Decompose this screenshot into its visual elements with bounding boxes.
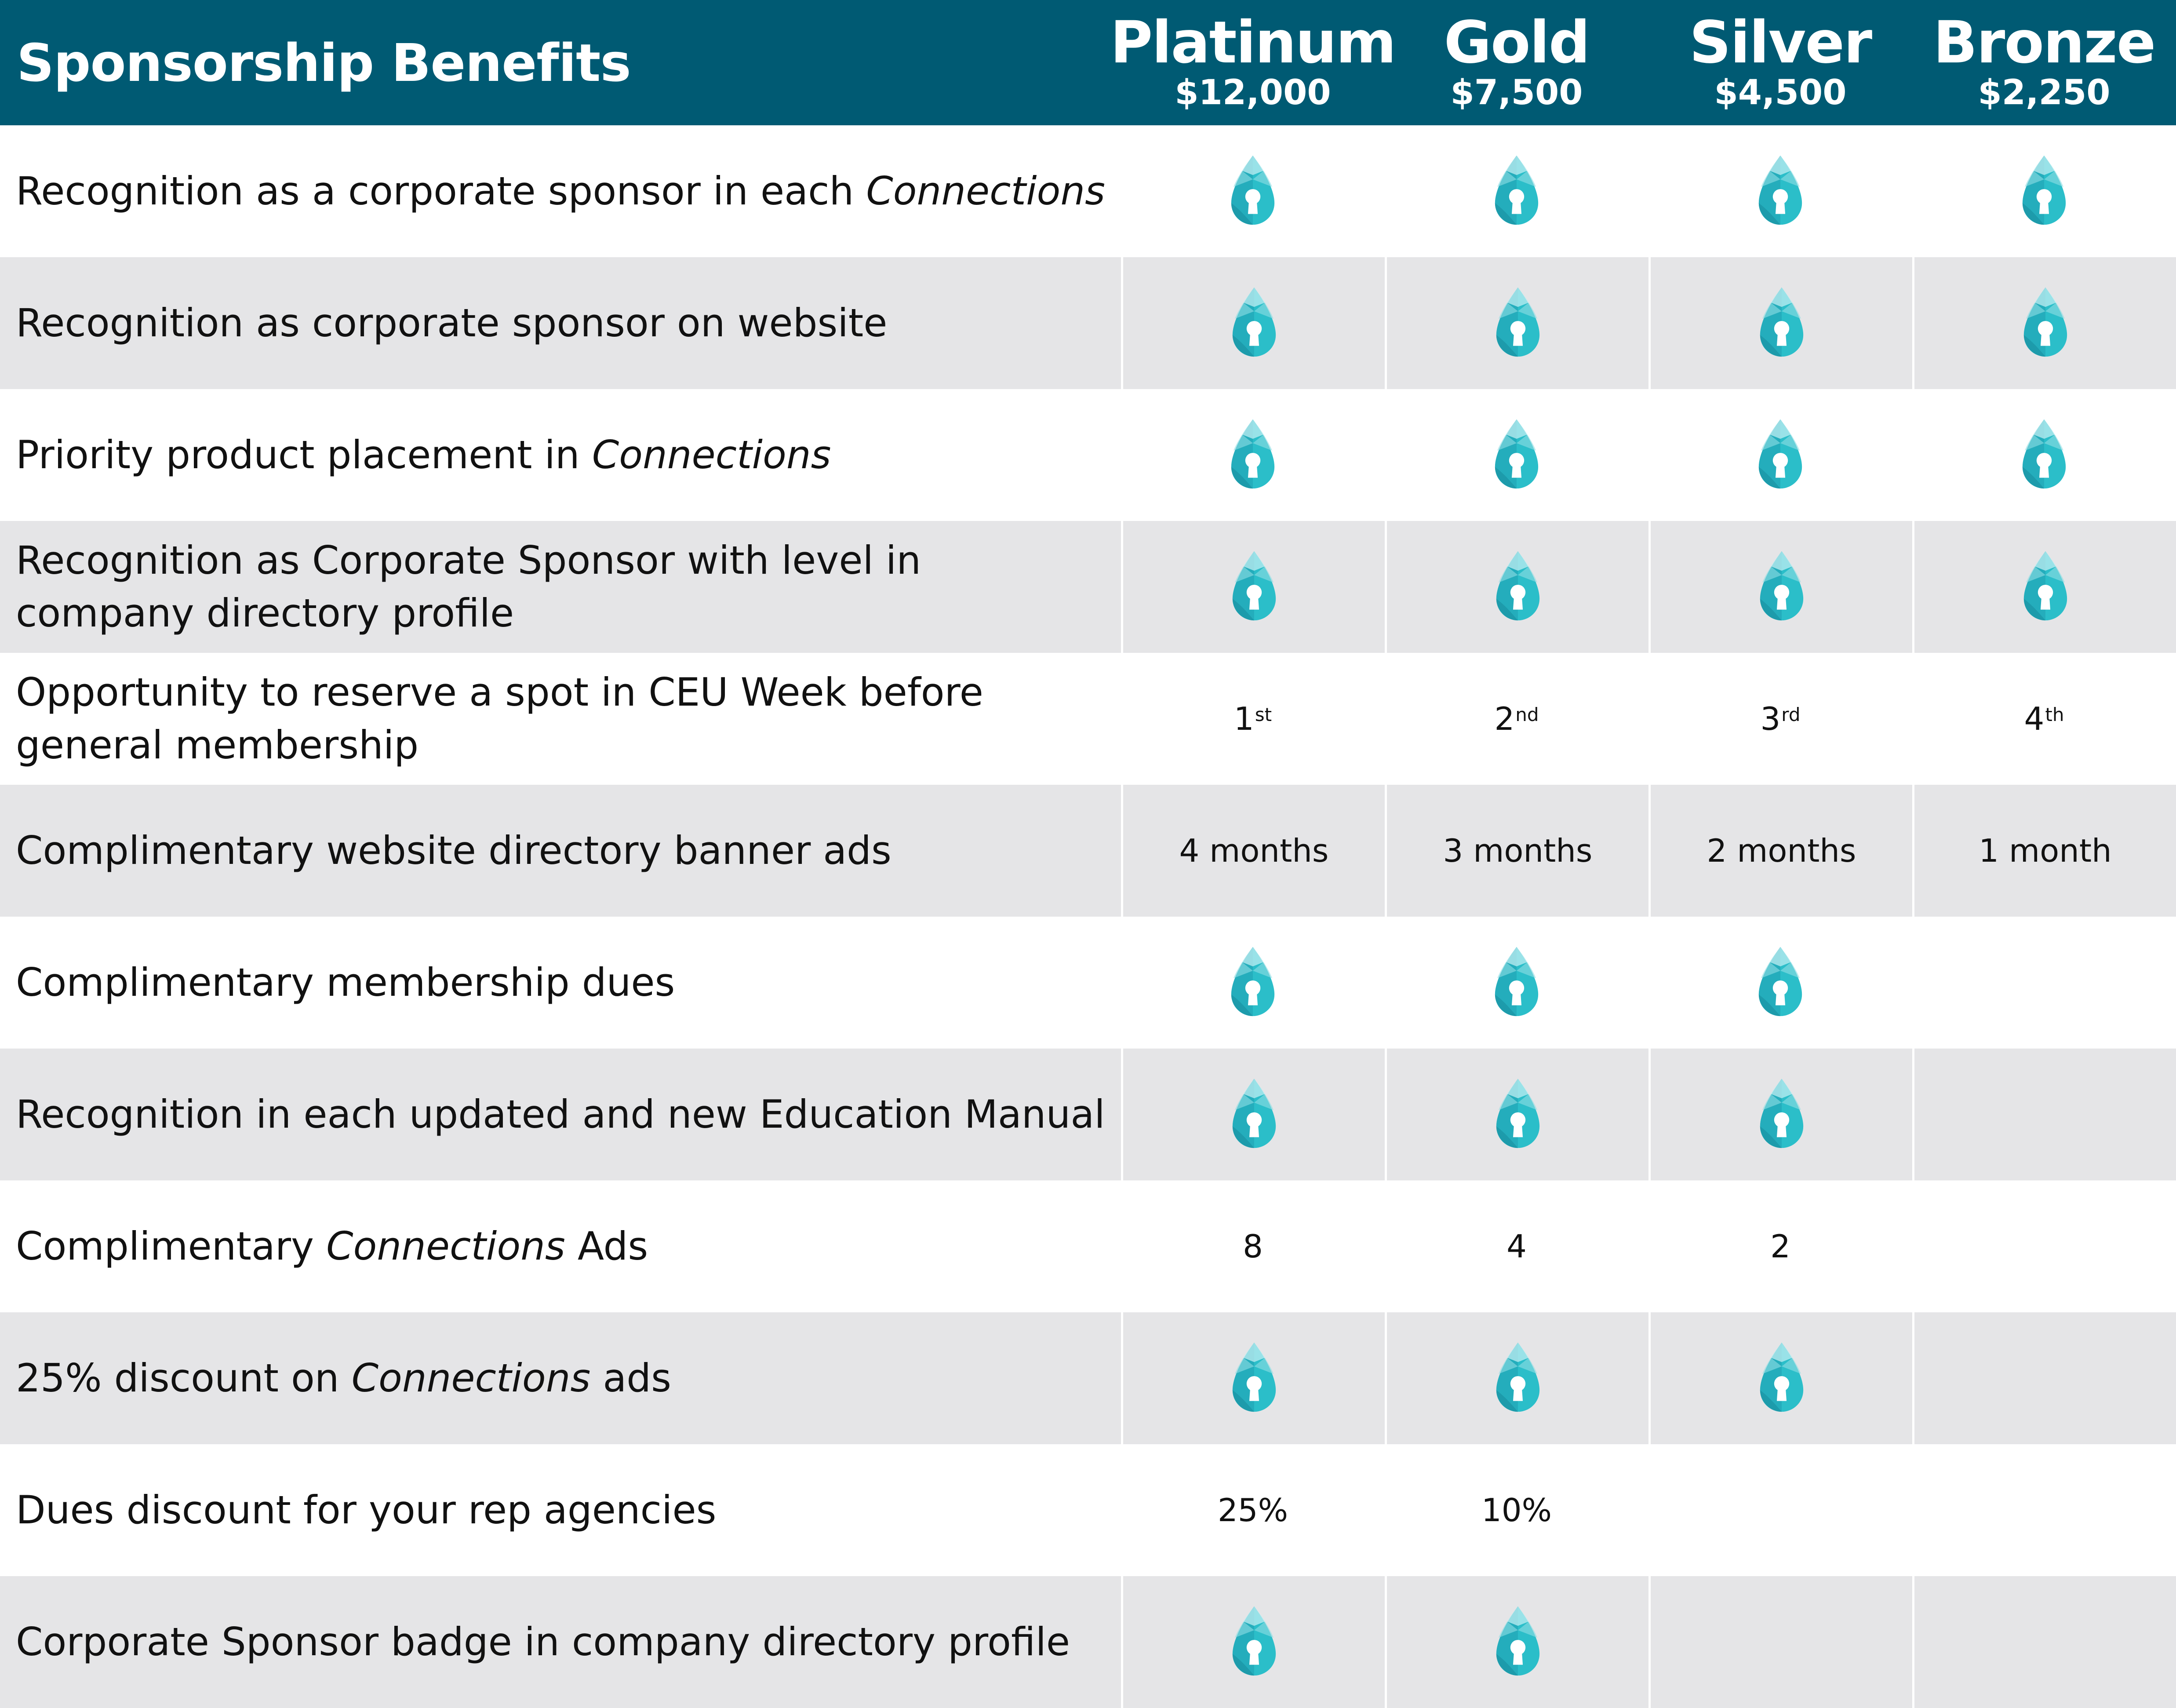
tier-header-platinum bbox=[1110, 0, 1396, 125]
value-text: 25% bbox=[1217, 1492, 1288, 1529]
tier-value-platinum bbox=[1121, 125, 1385, 257]
water-drop-keyhole-icon bbox=[1754, 549, 1809, 625]
table-row bbox=[0, 521, 2176, 653]
table-row bbox=[0, 1312, 2176, 1444]
tier-header-silver bbox=[1648, 0, 1912, 125]
benefit-label: Recognition as corporate sponsor on website bbox=[16, 300, 888, 346]
benefit-cell bbox=[0, 1576, 1121, 1708]
value-text: 4 bbox=[2024, 700, 2045, 737]
tier-value-platinum bbox=[1121, 257, 1385, 389]
tier-price: $7,500 bbox=[1450, 73, 1583, 113]
tier-value-gold bbox=[1385, 1312, 1648, 1444]
ordinal-suffix: st bbox=[1255, 703, 1272, 725]
tier-value-silver bbox=[1648, 257, 1912, 389]
benefit-label: Opportunity to reserve a spot in CEU Week before general membership bbox=[16, 670, 983, 768]
tier-header-bronze bbox=[1912, 0, 2176, 125]
tier-value-bronze bbox=[1912, 125, 2176, 257]
tier-value-platinum bbox=[1121, 1049, 1385, 1180]
benefit-cell bbox=[0, 1312, 1121, 1444]
value-text: 3 bbox=[1760, 700, 1781, 737]
tier-value-silver bbox=[1648, 1049, 1912, 1180]
tier-value-gold bbox=[1385, 1049, 1648, 1180]
value-text: 1 bbox=[1234, 700, 1254, 737]
tier-value-silver bbox=[1648, 1312, 1912, 1444]
water-drop-keyhole-icon bbox=[1753, 945, 1808, 1020]
benefit-label: Priority product placement in Connections bbox=[16, 432, 831, 478]
benefit-cell bbox=[0, 1444, 1121, 1576]
tier-value-platinum bbox=[1121, 917, 1385, 1049]
value-text: 10% bbox=[1481, 1492, 1552, 1529]
benefit-cell bbox=[0, 653, 1121, 785]
tier-value-platinum bbox=[1121, 653, 1385, 785]
tier-value-silver bbox=[1648, 389, 1912, 521]
value-text: 1 month bbox=[1979, 832, 2112, 869]
table-row bbox=[0, 1180, 2176, 1312]
tier-value-platinum bbox=[1121, 785, 1385, 917]
table-row bbox=[0, 1444, 2176, 1576]
water-drop-keyhole-icon bbox=[1491, 549, 1545, 625]
benefit-cell bbox=[0, 125, 1121, 257]
water-drop-keyhole-icon bbox=[2018, 285, 2073, 361]
table-row bbox=[0, 653, 2176, 785]
water-drop-keyhole-icon bbox=[1226, 945, 1280, 1020]
tier-value-gold bbox=[1385, 917, 1648, 1049]
tier-value-bronze bbox=[1912, 917, 2176, 1049]
tier-price: $2,250 bbox=[1978, 73, 2111, 113]
ordinal-suffix: th bbox=[2045, 703, 2064, 725]
value-text: 3 months bbox=[1443, 832, 1593, 869]
tier-value-bronze bbox=[1912, 257, 2176, 389]
tier-header-gold bbox=[1385, 0, 1648, 125]
water-drop-keyhole-icon bbox=[1227, 1077, 1281, 1152]
tier-value-gold bbox=[1385, 257, 1648, 389]
benefit-cell bbox=[0, 521, 1121, 653]
table-row bbox=[0, 1576, 2176, 1708]
tier-value-silver bbox=[1648, 1576, 1912, 1708]
tier-price: $12,000 bbox=[1175, 73, 1331, 113]
publication-title: Connections bbox=[351, 1355, 591, 1401]
tier-value-gold bbox=[1385, 1576, 1648, 1708]
publication-title: Connections bbox=[866, 168, 1105, 214]
water-drop-keyhole-icon bbox=[1227, 1340, 1281, 1416]
tier-value-platinum bbox=[1121, 521, 1385, 653]
benefit-label: Complimentary membership dues bbox=[16, 960, 675, 1005]
tier-value-bronze bbox=[1912, 1576, 2176, 1708]
table-row bbox=[0, 917, 2176, 1049]
ordinal-suffix: rd bbox=[1781, 703, 1801, 725]
benefit-label: Corporate Sponsor badge in company directory profile bbox=[16, 1619, 1070, 1665]
water-drop-keyhole-icon bbox=[1227, 285, 1281, 361]
tier-value-bronze bbox=[1912, 1444, 2176, 1576]
table-header bbox=[0, 0, 2176, 125]
water-drop-keyhole-icon bbox=[1754, 1077, 1809, 1152]
tier-name: Silver bbox=[1689, 9, 1872, 77]
table-row bbox=[0, 785, 2176, 917]
tier-value-silver bbox=[1648, 785, 1912, 917]
table-row bbox=[0, 125, 2176, 257]
tier-value-bronze bbox=[1912, 1180, 2176, 1312]
tier-value-platinum bbox=[1121, 389, 1385, 521]
tier-value-platinum bbox=[1121, 1444, 1385, 1576]
tier-value-bronze bbox=[1912, 1312, 2176, 1444]
value-text: 2 months bbox=[1707, 832, 1856, 869]
tier-value-silver bbox=[1648, 1444, 1912, 1576]
benefit-cell bbox=[0, 1049, 1121, 1180]
tier-name: Gold bbox=[1444, 9, 1590, 77]
value-text: 2 bbox=[1770, 1228, 1790, 1265]
tier-value-platinum bbox=[1121, 1312, 1385, 1444]
benefit-cell bbox=[0, 917, 1121, 1049]
water-drop-keyhole-icon bbox=[1754, 285, 1809, 361]
water-drop-keyhole-icon bbox=[1489, 945, 1544, 1020]
tier-value-bronze bbox=[1912, 521, 2176, 653]
tier-value-silver bbox=[1648, 653, 1912, 785]
water-drop-keyhole-icon bbox=[1489, 417, 1544, 493]
tier-value-silver bbox=[1648, 125, 1912, 257]
tier-value-gold bbox=[1385, 1444, 1648, 1576]
table-title: Sponsorship Benefits bbox=[17, 32, 631, 93]
water-drop-keyhole-icon bbox=[1226, 153, 1280, 229]
table-row bbox=[0, 257, 2176, 389]
tier-value-platinum bbox=[1121, 1180, 1385, 1312]
tier-value-gold bbox=[1385, 521, 1648, 653]
water-drop-keyhole-icon bbox=[1227, 1604, 1281, 1680]
value-text: 8 bbox=[1243, 1228, 1263, 1265]
benefit-label: Complimentary website directory banner ads bbox=[16, 828, 892, 874]
water-drop-keyhole-icon bbox=[1491, 1604, 1545, 1680]
tier-name: Bronze bbox=[1933, 9, 2155, 77]
tier-value-gold bbox=[1385, 389, 1648, 521]
benefit-cell bbox=[0, 257, 1121, 389]
water-drop-keyhole-icon bbox=[2017, 417, 2071, 493]
tier-price: $4,500 bbox=[1714, 73, 1847, 113]
value-text: 4 months bbox=[1179, 832, 1329, 869]
tier-value-bronze bbox=[1912, 1049, 2176, 1180]
water-drop-keyhole-icon bbox=[1491, 1077, 1545, 1152]
tier-value-gold bbox=[1385, 1180, 1648, 1312]
benefit-cell bbox=[0, 1180, 1121, 1312]
tier-value-gold bbox=[1385, 653, 1648, 785]
water-drop-keyhole-icon bbox=[1491, 285, 1545, 361]
tier-value-gold bbox=[1385, 125, 1648, 257]
table-row bbox=[0, 389, 2176, 521]
water-drop-keyhole-icon bbox=[1753, 153, 1808, 229]
benefit-cell bbox=[0, 389, 1121, 521]
benefit-label: Dues discount for your rep agencies bbox=[16, 1487, 717, 1533]
water-drop-keyhole-icon bbox=[1491, 1340, 1545, 1416]
water-drop-keyhole-icon bbox=[1754, 1340, 1809, 1416]
publication-title: Connections bbox=[326, 1224, 565, 1269]
tier-value-silver bbox=[1648, 521, 1912, 653]
benefit-label: Complimentary Connections Ads bbox=[16, 1224, 648, 1269]
value-text: 2 bbox=[1494, 700, 1515, 737]
ordinal-suffix: nd bbox=[1515, 703, 1539, 725]
value-text: 4 bbox=[1506, 1228, 1527, 1265]
benefit-cell bbox=[0, 785, 1121, 917]
tier-value-gold bbox=[1385, 785, 1648, 917]
water-drop-keyhole-icon bbox=[2018, 549, 2073, 625]
tier-value-bronze bbox=[1912, 785, 2176, 917]
benefit-label: Recognition as a corporate sponsor in each Connections bbox=[16, 168, 1105, 214]
tier-value-bronze bbox=[1912, 389, 2176, 521]
water-drop-keyhole-icon bbox=[1227, 549, 1281, 625]
tier-value-silver bbox=[1648, 1180, 1912, 1312]
benefit-label: 25% discount on Connections ads bbox=[16, 1355, 671, 1401]
benefit-label: Recognition in each updated and new Education Manual bbox=[16, 1092, 1105, 1137]
water-drop-keyhole-icon bbox=[1753, 417, 1808, 493]
water-drop-keyhole-icon bbox=[1226, 417, 1280, 493]
tier-value-platinum bbox=[1121, 1576, 1385, 1708]
tier-value-silver bbox=[1648, 917, 1912, 1049]
tier-value-bronze bbox=[1912, 653, 2176, 785]
publication-title: Connections bbox=[592, 432, 831, 478]
table-row bbox=[0, 1049, 2176, 1180]
water-drop-keyhole-icon bbox=[1489, 153, 1544, 229]
benefit-label: Recognition as Corporate Sponsor with level in company directory profile bbox=[16, 538, 921, 636]
tier-name: Platinum bbox=[1110, 9, 1396, 77]
water-drop-keyhole-icon bbox=[2017, 153, 2071, 229]
